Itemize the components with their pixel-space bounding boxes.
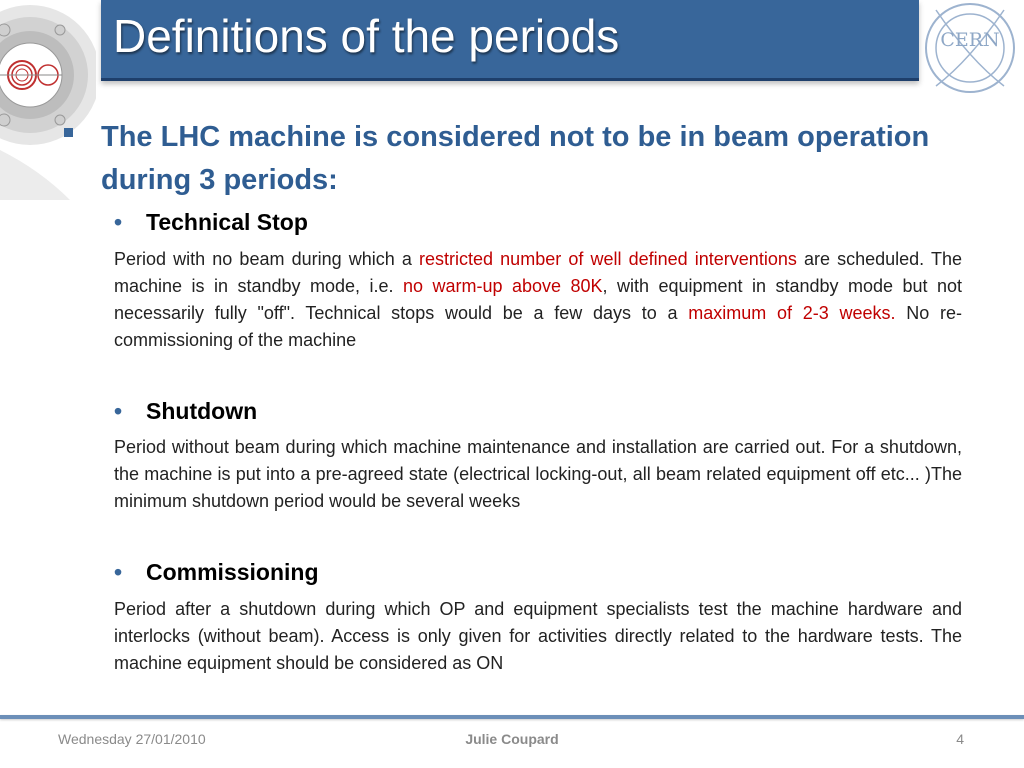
cern-logo-icon (922, 0, 1020, 98)
page-title: Definitions of the periods (113, 10, 620, 62)
text-run: are scheduled. The machine is in standby mode, i.e. (114, 249, 962, 296)
footer-divider (0, 715, 1024, 719)
section-heading-technical-stop (114, 208, 414, 236)
footer-date: Wednesday 27/01/2010 (58, 731, 206, 747)
dot-bullet-icon: • (114, 398, 123, 424)
section-heading-label: Technical Stop (146, 209, 308, 235)
lhc-magnet-logo-icon (0, 0, 96, 200)
section-heading-label: Shutdown (146, 398, 258, 424)
dot-bullet-icon: • (114, 559, 123, 585)
section-heading-shutdown (114, 397, 414, 425)
main-bullet-text: The LHC machine is considered not to be in beam operation during 3 periods: (101, 121, 930, 196)
text-run: No re-commissioning of the machine (114, 303, 963, 350)
section-heading-commissioning (114, 558, 414, 586)
highlight-text: no warm-up above 80K (402, 276, 603, 296)
section-heading-label: Commissioning (146, 559, 319, 585)
text-run: , with equipment in standby mode but not necessarily fully "off". Technical stops would be a few days to a (114, 276, 963, 323)
section-text-technical-stop (114, 246, 962, 354)
dot-bullet-icon: • (114, 209, 123, 235)
highlight-text: maximum of 2-3 weeks. (688, 303, 896, 323)
text-run: Period with no beam during which a (114, 249, 420, 269)
title-bar (101, 0, 919, 81)
section-text-commissioning: Period after a shutdown during which OP and equipment specialists test the machine hardware and interlocks (without beam). Access is only given for activities directly related to the hardware tests. The machine equipment should be considered as ON (114, 599, 962, 673)
cern-logo-text: CERN (940, 29, 1000, 51)
section-text-shutdown: Period without beam during which machine maintenance and installation are carried out. For a shutdown, the machine is put into a pre-agreed state (electrical locking-out, all beam related equipment off etc... )The minimum shutdown period would be several weeks (114, 437, 962, 511)
footer-author: Julie Coupard (465, 731, 559, 747)
highlight-text: restricted number of well defined interventions (419, 249, 797, 269)
page-number: 4 (956, 731, 964, 747)
square-bullet-icon (64, 128, 73, 137)
